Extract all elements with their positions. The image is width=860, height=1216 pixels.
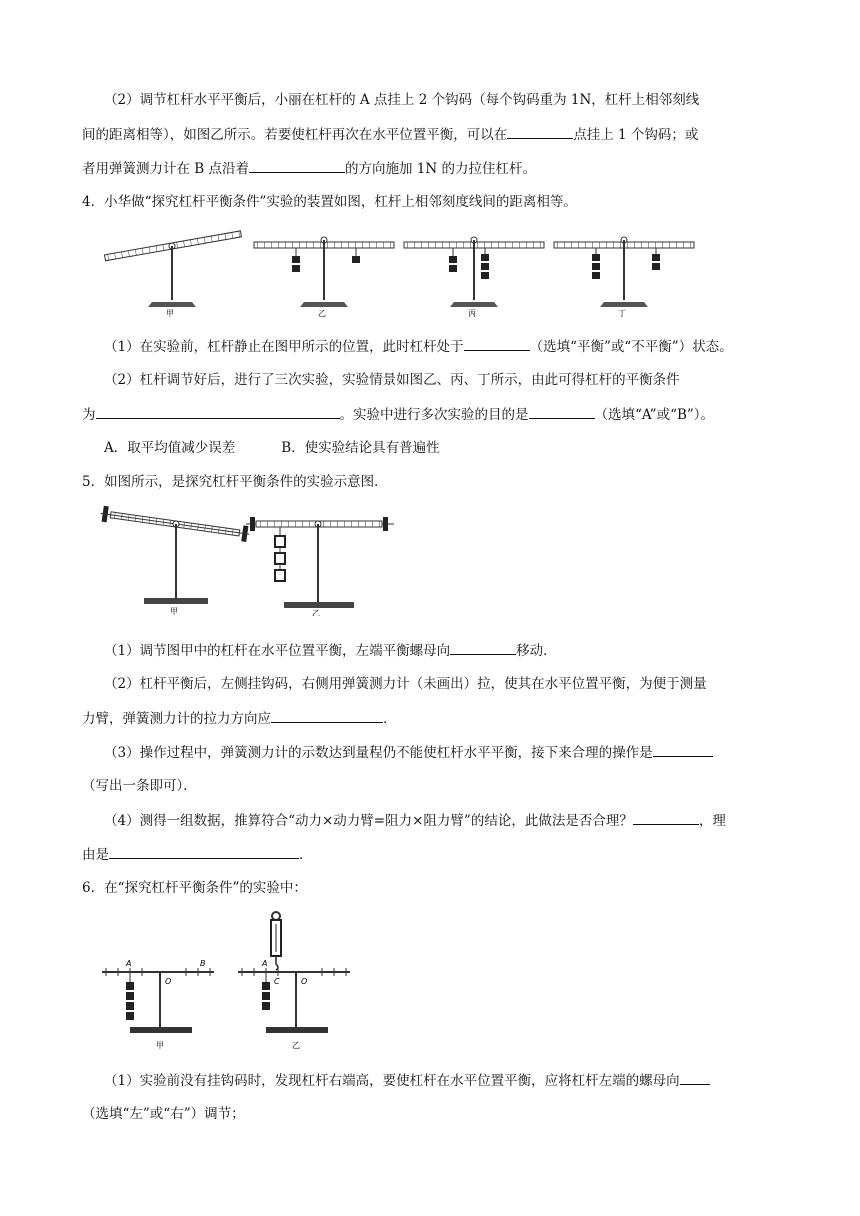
option-a[interactable]: A．取平均值减少误差 bbox=[104, 440, 236, 456]
fig-label: 乙 bbox=[312, 609, 320, 616]
q5-part2-line2: 力臂，弹簧测力计的拉力方向应 ． bbox=[82, 708, 397, 729]
answer-blank[interactable] bbox=[271, 708, 383, 723]
point-label: O bbox=[165, 977, 172, 986]
q4-fig-ding bbox=[554, 237, 694, 318]
q6-fig-jia bbox=[102, 959, 214, 1050]
q5-part1: （1）调节图甲中的杠杆在水平位置平衡，左端平衡螺母向 移动． bbox=[104, 640, 557, 661]
q5-fig-yi bbox=[246, 517, 394, 616]
q5-part2-line1: （2）杠杆平衡后，左侧挂钩码，右侧用弹簧测力计（未画出）拉，使其在水平位置平衡，为便于测量 bbox=[104, 676, 707, 692]
point-label: O bbox=[301, 977, 308, 986]
fig-label: 甲 bbox=[166, 309, 174, 318]
fig-label: 甲 bbox=[156, 1041, 164, 1050]
q5-part4-line2: 由是 ． bbox=[82, 844, 313, 865]
option-b[interactable]: B．使实验结论具有普遍性 bbox=[281, 440, 440, 456]
q4-part2-line1: （2）杠杆调节好后，进行了三次实验，实验情景如图乙、丙、丁所示，由此可得杠杆的平衡条件 bbox=[104, 372, 680, 388]
q4-stem: 4．小华做“探究杠杆平衡条件”实验的装置如图，杠杆上相邻刻度线间的距离相等。 bbox=[82, 194, 577, 210]
q5-fig-jia bbox=[100, 506, 250, 616]
point-label: B bbox=[200, 959, 206, 968]
answer-blank[interactable] bbox=[680, 1070, 710, 1085]
answer-blank[interactable] bbox=[249, 158, 345, 173]
q4-fig-bing bbox=[404, 237, 544, 318]
answer-blank[interactable] bbox=[529, 404, 595, 419]
answer-blank[interactable] bbox=[507, 124, 573, 139]
fig-label: 乙 bbox=[318, 309, 326, 318]
q3-part2-line2: 间的距离相等），如图乙所示。若要使杠杆再次在水平位置平衡，可以在 点挂上 1 个钩码；或 bbox=[82, 124, 698, 145]
q4-options bbox=[104, 438, 440, 458]
answer-blank[interactable] bbox=[633, 810, 699, 825]
q4-fig-jia bbox=[105, 231, 242, 318]
q4-figure bbox=[100, 228, 700, 320]
fig-label: 丙 bbox=[468, 309, 476, 318]
q6-part1-line2: （选填“左”或“右”）调节； bbox=[82, 1106, 245, 1122]
answer-blank[interactable] bbox=[96, 404, 340, 419]
q5-figure bbox=[100, 502, 400, 616]
q5-part3-line1: （3）操作过程中，弹簧测力计的示数达到量程仍不能使杠杆水平平衡，接下来合理的操作是 bbox=[104, 742, 713, 763]
point-label: A bbox=[126, 959, 132, 968]
q4-fig-yi bbox=[254, 237, 394, 318]
q3-part2-line3: 者用弹簧测力计在 B 点沿着 的方向施加 1N 的力拉住杠杆。 bbox=[82, 158, 536, 179]
q5-part4-line1: （4）测得一组数据，推算符合“动力×动力臂=阻力×阻力臂”的结论，此做法是否合理？ ，理 bbox=[104, 810, 726, 831]
point-label: C bbox=[274, 977, 280, 986]
q3-part2-line1: （2）调节杠杆水平平衡后，小丽在杠杆的 A 点挂上 2 个钩码（每个钩码重为 1N，杠杆上相邻刻线 bbox=[104, 92, 700, 108]
point-label: A bbox=[262, 959, 268, 968]
answer-blank[interactable] bbox=[464, 336, 530, 351]
q5-stem: 5．如图所示，是探究杠杆平衡条件的实验示意图． bbox=[82, 474, 388, 490]
q4-part2-line2: 为 。实验中进行多次实验的目的是 （选填“A”或“B”）。 bbox=[82, 404, 714, 425]
fig-label: 乙 bbox=[292, 1041, 300, 1050]
answer-blank[interactable] bbox=[109, 844, 299, 859]
fig-label: 丁 bbox=[618, 309, 626, 318]
q5-part3-line2: （写出一条即可）． bbox=[82, 778, 197, 794]
q4-part1: （1）在实验前，杠杆静止在图甲所示的位置，此时杠杆处于 （选填“平衡”或“不平衡”）状态。 bbox=[104, 336, 733, 357]
q6-fig-yi bbox=[238, 912, 350, 1050]
answer-blank[interactable] bbox=[653, 742, 713, 757]
fig-label: 甲 bbox=[170, 607, 178, 616]
answer-blank[interactable] bbox=[450, 640, 516, 655]
q6-part1-line1: （1）实验前没有挂钩码时，发现杠杆右端高，要使杠杆在水平位置平衡，应将杠杆左端的螺母向 bbox=[104, 1070, 710, 1091]
q6-stem: 6．在“探究杠杆平衡条件”的实验中： bbox=[82, 880, 307, 896]
q6-figure bbox=[100, 910, 362, 1058]
